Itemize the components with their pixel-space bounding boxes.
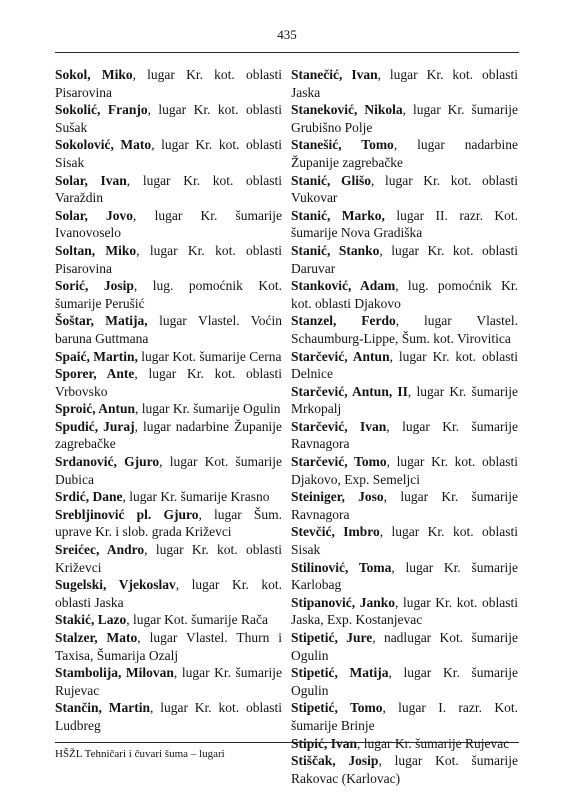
- entry-name: Sokol, Miko: [55, 67, 133, 82]
- entry: [291, 348, 518, 383]
- entry-description: , lugar Šum. uprave Kr. i slob. grada Križevci: [55, 506, 283, 540]
- entry-description: , lugar Kr. kot. oblasti Varaždin: [55, 172, 282, 206]
- entry-name: Stevčić, Imbro: [291, 524, 380, 540]
- entry-description: , lug. pomoćnik Kr. kot. oblasti Djakovo: [291, 278, 518, 311]
- entry-name: Sproić, Antun: [55, 401, 136, 417]
- entry-name: Sokolović, Mato: [55, 137, 152, 153]
- entry-name: Sporer, Ante: [55, 366, 135, 382]
- entry-description: , lugar Kr. šumarije Krasno: [122, 489, 270, 505]
- entry-name: Sugelski, Vjekoslav: [55, 577, 176, 593]
- entry-description: , lugar Kr. kot. oblasti Pisarovina: [55, 242, 282, 276]
- entry: [291, 312, 518, 347]
- right-column: [291, 66, 518, 787]
- entry-description: , lugar Kr. šumarije Ravnagora: [291, 418, 518, 452]
- entry-name: Stanković, Adam: [291, 278, 396, 294]
- left-column: [55, 66, 282, 735]
- entry-description: , lug. pomoćnik Kot. šumarije Perušić: [55, 278, 282, 311]
- entry: [291, 488, 518, 523]
- entry-description: , lugar Kr. šumarije Grubišno Polje: [291, 102, 518, 135]
- entry-description: , lugar Kr. šumarije Rujevac: [55, 665, 282, 698]
- footer-text: HŠŽL Tehničari i čuvari šuma – lugari: [55, 748, 225, 760]
- entry-description: , nadlugar Kot. šumarije Ogulin: [291, 630, 518, 663]
- entry-name: Stanić, Stanko: [291, 242, 380, 258]
- entry-name: Stanzel, Ferdo: [291, 313, 396, 329]
- entry-description: , lugar Kr. kot. oblasti Jaska: [291, 67, 518, 100]
- entry-name: Stanešić, Tomo: [291, 137, 394, 153]
- entry: [291, 699, 518, 734]
- entry-name: Sorić, Josip: [55, 278, 134, 294]
- entry: [55, 506, 282, 541]
- page-number: 435: [277, 27, 297, 42]
- entry-description: , lugar Kr. kot. oblasti Sisak: [291, 524, 518, 558]
- entry-description: , lugar Kr. šumarije Ogulin: [135, 401, 281, 417]
- entry: [55, 136, 282, 171]
- entry-name: Solar, Jovo: [55, 207, 134, 223]
- entry: [291, 752, 518, 787]
- entry-name: Steiniger, Joso: [291, 489, 384, 505]
- entry: [55, 611, 282, 629]
- entry-name: Stipanović, Janko: [291, 594, 395, 610]
- entry: [291, 277, 518, 312]
- entry-name: Stipetić, Tomo: [291, 700, 383, 716]
- entry: [55, 453, 282, 488]
- entry: [55, 699, 282, 734]
- entry-name: Stakić, Lazo: [55, 612, 127, 628]
- entry-name: Solar, Ivan: [55, 172, 127, 188]
- entry-description: , lugar Kr. šumarije Ivanovoselo: [55, 207, 282, 241]
- entry-description: , lugar Kr. kot. oblasti Ludbreg: [55, 700, 282, 733]
- entry: [291, 523, 518, 558]
- entry: [291, 383, 518, 418]
- entry-description: , lugar Kr. kot. oblasti Vukovar: [291, 172, 518, 206]
- entry-description: lugar Vlastel. Voćin baruna Guttmana: [55, 313, 282, 346]
- entry: [291, 418, 518, 453]
- entry-name: Sreićec, Andro: [55, 542, 145, 558]
- entry: [291, 559, 518, 594]
- entry-name: Stambolija, Milovan: [55, 665, 174, 681]
- entry: [291, 207, 518, 242]
- entry: [291, 594, 518, 629]
- entry: [55, 629, 282, 664]
- entry: [55, 488, 282, 506]
- entry-description: lugar II. razr. Kot. šumarije Nova Gradiška: [291, 207, 518, 241]
- entry: [291, 66, 518, 101]
- entry-description: , lugar nadarbine Županije zagrebačke: [291, 137, 518, 170]
- entry-description: , lugar Kr. šumarije Rujevac: [357, 735, 510, 751]
- entry-name: Starčević, Tomo: [291, 454, 387, 470]
- entry: [55, 400, 282, 418]
- entry-description: , lugar Kr. šumarije Karlobag: [291, 559, 518, 593]
- entry-name: Stanić, Marko,: [291, 207, 385, 223]
- entry-name: Stanečić, Ivan: [291, 67, 378, 82]
- entry-name: Starčević, Antun, II: [291, 383, 408, 399]
- entry-description: , lugar Kr. šumarije Ravnagora: [291, 489, 518, 522]
- entry-description: , lugar Kot. šumarije Dubica: [55, 454, 282, 487]
- entry-description: , lugar Vlastel. Schaumburg-Lippe, Šum. kot. Virovitica: [291, 313, 518, 346]
- entry-name: Šoštar, Matija,: [55, 313, 148, 329]
- entry: [55, 207, 282, 242]
- entry: [291, 453, 518, 488]
- entry: [291, 664, 518, 699]
- entry-description: , lugar Kr. kot. oblasti Sušak: [55, 102, 282, 135]
- entry: [55, 348, 282, 366]
- entry-description: , lugar Kr. kot. oblasti Sisak: [55, 137, 282, 170]
- entry-description: , lugar Kr. kot. oblasti Pisarovina: [55, 67, 282, 100]
- entry-name: Starčević, Antun: [291, 348, 390, 364]
- entry-description: , lugar Kr. kot. oblasti Vrbovsko: [55, 366, 282, 399]
- entry-name: Sokolić, Franjo: [55, 102, 148, 118]
- entry: [291, 629, 518, 664]
- entry-description: , lugar Kr. kot. oblasti Jaska, Exp. Kostanjevac: [291, 594, 518, 628]
- entry: [55, 312, 282, 347]
- entry-name: Stipić, Ivan: [291, 735, 358, 751]
- entry: [55, 66, 282, 101]
- entry-description: , lugar Kr. kot. oblasti Djakovo, Exp. Semeljci: [291, 454, 518, 487]
- entry: [55, 541, 282, 576]
- entry-description: lugar Kot. šumarije Cerna: [137, 348, 282, 364]
- entry: [55, 576, 282, 611]
- entry: [55, 277, 282, 312]
- entry-name: Spudić, Juraj: [55, 418, 135, 434]
- entry: [55, 418, 282, 453]
- entry-name: Srdić, Dane: [55, 489, 123, 505]
- entry-name: Starčević, Ivan: [291, 418, 387, 434]
- entry: [291, 101, 518, 136]
- entry-description: , lugar Vlastel. Thurn i Taxisa, Šumarija Ozalj: [55, 630, 283, 663]
- entry-description: , lugar Kr. šumarije Mrkopalj: [291, 383, 518, 417]
- entry: [291, 735, 518, 753]
- entry-description: , lugar Kr. kot. oblasti Jaska: [55, 577, 282, 610]
- entry-description: , lugar I. razr. Kot. šumarije Brinje: [291, 700, 518, 733]
- entry-name: Stančin, Martin: [55, 700, 150, 716]
- entry: [55, 172, 282, 207]
- entry-name: Srebljinović pl. Gjuro: [55, 506, 199, 522]
- entry-description: , lugar Kr. kot. oblasti Križevci: [55, 542, 282, 575]
- entry-name: Stipetić, Matija: [291, 665, 389, 681]
- entry-name: Stipetić, Jure: [291, 630, 373, 645]
- entry-name: Spaić, Martin,: [55, 348, 138, 364]
- entry: [55, 101, 282, 136]
- entry-description: , lugar Kr. šumarije Ogulin: [291, 665, 518, 698]
- entry-name: Staneković, Nikola: [291, 102, 403, 118]
- footer-rule: [55, 742, 519, 743]
- entry-description: , lugar Kr. kot. oblasti Delnice: [291, 348, 518, 382]
- entry-name: Soltan, Miko: [55, 242, 137, 258]
- entry: [291, 136, 518, 171]
- entry-description: , lugar Kot. šumarije Rakovac (Karlovac): [291, 753, 518, 786]
- entry: [55, 365, 282, 400]
- entry: [55, 242, 282, 277]
- entry-name: Stalzer, Mato: [55, 630, 138, 645]
- entry-name: Stilinović, Toma: [291, 559, 392, 575]
- entry-description: , lugar nadarbine Županije zagrebačke: [55, 418, 282, 452]
- entry-name: Stiščak, Josip: [291, 753, 379, 769]
- entry-description: , lugar Kot. šumarije Rača: [126, 612, 268, 628]
- header-rule: [55, 52, 519, 53]
- entry-name: Srdanović, Gjuro: [55, 454, 160, 470]
- entry-name: Stanić, Glišo: [291, 172, 371, 188]
- entry-description: , lugar Kr. kot. oblasti Daruvar: [291, 242, 518, 276]
- entry: [55, 664, 282, 699]
- entry: [291, 242, 518, 277]
- entry: [291, 172, 518, 207]
